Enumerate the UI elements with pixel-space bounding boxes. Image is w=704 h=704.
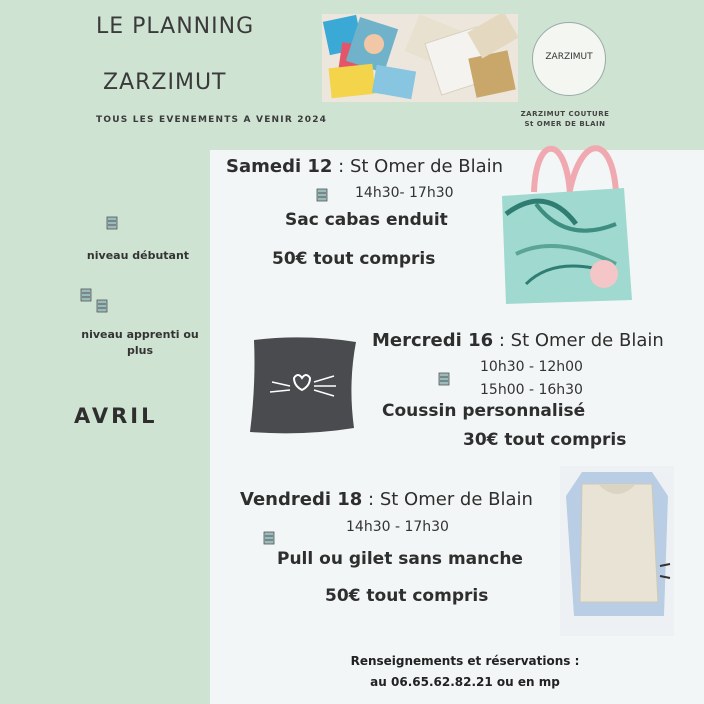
brand-line-1: ZARZIMUT COUTURE: [520, 110, 610, 118]
event-price: 50€ tout compris: [272, 249, 436, 269]
event-price: 30€ tout compris: [463, 430, 627, 450]
brand-line-2: St OMER DE BLAIN: [524, 120, 606, 128]
event-time: 10h30 - 12h00: [480, 359, 583, 375]
vest-image: [560, 466, 674, 636]
event-date: Samedi 12 : St Omer de Blain: [226, 156, 504, 177]
level-apprentice-2: plus: [126, 344, 154, 357]
tote-bag-image: [496, 134, 636, 306]
thread-spool-icon: [96, 298, 108, 312]
event-date: Vendredi 18 : St Omer de Blain: [240, 489, 533, 510]
contact-line-1: Renseignements et réservations :: [350, 654, 580, 668]
title-line-1: LE PLANNING: [96, 14, 255, 39]
cushion-image: [244, 332, 364, 436]
event-time: 14h30 - 17h30: [346, 519, 449, 535]
title-line-2: ZARZIMUT: [103, 70, 227, 95]
subtitle: TOUS LES EVENEMENTS A VENIR 2024: [96, 115, 328, 125]
thread-spool-icon: [80, 287, 92, 301]
event-time-2: 15h00 - 16h30: [480, 382, 583, 398]
logo-text: ZARZIMUT: [545, 52, 593, 62]
event-date: Mercredi 16 : St Omer de Blain: [372, 330, 664, 351]
month-label: AVRIL: [74, 404, 158, 428]
contact-line-2: au 06.65.62.82.21 ou en mp: [370, 675, 560, 689]
event-item: Coussin personnalisé: [382, 401, 586, 421]
brand-logo: [532, 22, 606, 96]
header-photo: [322, 14, 518, 102]
level-apprentice: niveau apprenti ou: [81, 328, 199, 341]
event-time: 14h30- 17h30: [355, 185, 454, 201]
level-beginner: niveau débutant: [86, 249, 190, 262]
event-price: 50€ tout compris: [325, 586, 489, 606]
thread-spool-icon: [263, 530, 275, 544]
thread-spool-icon: [316, 187, 328, 201]
event-item: Pull ou gilet sans manche: [277, 549, 523, 569]
thread-spool-icon: [438, 371, 450, 385]
thread-spool-icon: [106, 215, 118, 229]
event-item: Sac cabas enduit: [285, 210, 448, 230]
